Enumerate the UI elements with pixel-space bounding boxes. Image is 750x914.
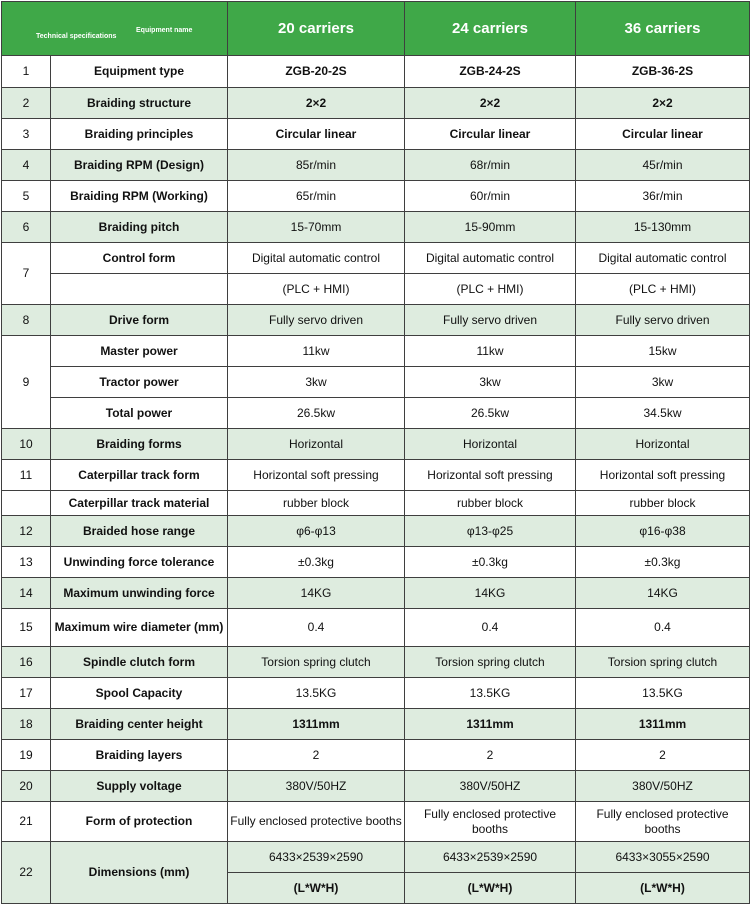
table-row bbox=[2, 678, 750, 709]
table-row bbox=[2, 842, 750, 873]
header-model-20: 20 carriers bbox=[228, 2, 405, 56]
spec-value: 26.5kw bbox=[405, 398, 576, 429]
spec-name: Unwinding force tolerance bbox=[51, 547, 228, 578]
spec-value: 2×2 bbox=[228, 88, 405, 119]
header-corner-cell bbox=[2, 2, 228, 56]
spec-value: 11kw bbox=[228, 336, 405, 367]
spec-value: Horizontal bbox=[576, 429, 750, 460]
spec-value: Torsion spring clutch bbox=[405, 647, 576, 678]
table-row bbox=[2, 578, 750, 609]
spec-value: 3kw bbox=[228, 367, 405, 398]
row-number: 15 bbox=[2, 609, 51, 647]
table-row bbox=[2, 367, 750, 398]
spec-value: 1311mm bbox=[405, 709, 576, 740]
header-model-24: 24 carriers bbox=[405, 2, 576, 56]
spec-value: 14KG bbox=[576, 578, 750, 609]
spec-value: 14KG bbox=[405, 578, 576, 609]
spec-name: Braiding center height bbox=[51, 709, 228, 740]
spec-table bbox=[1, 1, 750, 904]
row-number: 17 bbox=[2, 678, 51, 709]
row-number: 10 bbox=[2, 429, 51, 460]
table-row bbox=[2, 181, 750, 212]
header-tech-specs-label: Technical specifications bbox=[36, 33, 117, 40]
spec-value: (L*W*H) bbox=[576, 873, 750, 904]
spec-value: Horizontal soft pressing bbox=[576, 460, 750, 491]
header-row bbox=[2, 2, 750, 56]
spec-value: 380V/50HZ bbox=[228, 771, 405, 802]
spec-name: Maximum unwinding force bbox=[51, 578, 228, 609]
spec-value: Horizontal soft pressing bbox=[228, 460, 405, 491]
spec-value: Horizontal bbox=[228, 429, 405, 460]
row-number: 11 bbox=[2, 460, 51, 491]
spec-name: Control form bbox=[51, 243, 228, 274]
table-row bbox=[2, 460, 750, 491]
spec-value: 3kw bbox=[405, 367, 576, 398]
spec-value: ±0.3kg bbox=[405, 547, 576, 578]
spec-value: 1311mm bbox=[228, 709, 405, 740]
spec-value: 13.5KG bbox=[228, 678, 405, 709]
table-row bbox=[2, 398, 750, 429]
spec-value: 65r/min bbox=[228, 181, 405, 212]
spec-value: Fully enclosed protective booths bbox=[405, 802, 576, 842]
spec-value: 15-90mm bbox=[405, 212, 576, 243]
spec-value: 36r/min bbox=[576, 181, 750, 212]
spec-value: 380V/50HZ bbox=[405, 771, 576, 802]
table-row bbox=[2, 243, 750, 274]
spec-value: 2×2 bbox=[405, 88, 576, 119]
spec-name: Supply voltage bbox=[51, 771, 228, 802]
spec-name: Maximum wire diameter (mm) bbox=[51, 609, 228, 647]
row-number: 7 bbox=[2, 243, 51, 305]
spec-value: φ13-φ25 bbox=[405, 516, 576, 547]
spec-value: 26.5kw bbox=[228, 398, 405, 429]
spec-value: (L*W*H) bbox=[228, 873, 405, 904]
spec-name: Caterpillar track form bbox=[51, 460, 228, 491]
table-row bbox=[2, 609, 750, 647]
row-number-empty bbox=[2, 491, 51, 516]
spec-value: 2 bbox=[228, 740, 405, 771]
spec-name: Caterpillar track material bbox=[51, 491, 228, 516]
spec-value: 11kw bbox=[405, 336, 576, 367]
spec-name: Braided hose range bbox=[51, 516, 228, 547]
spec-value: 15-130mm bbox=[576, 212, 750, 243]
table-row bbox=[2, 771, 750, 802]
table-row bbox=[2, 429, 750, 460]
row-number: 13 bbox=[2, 547, 51, 578]
spec-value: ZGB-20-2S bbox=[228, 56, 405, 88]
spec-value: 2×2 bbox=[576, 88, 750, 119]
spec-name: Braiding structure bbox=[51, 88, 228, 119]
spec-name: Tractor power bbox=[51, 367, 228, 398]
table-row bbox=[2, 274, 750, 305]
table-row bbox=[2, 305, 750, 336]
spec-name: Dimensions (mm) bbox=[51, 842, 228, 904]
row-number: 3 bbox=[2, 119, 51, 150]
spec-name: Form of protection bbox=[51, 802, 228, 842]
row-number: 18 bbox=[2, 709, 51, 740]
spec-value: ±0.3kg bbox=[576, 547, 750, 578]
spec-value: 45r/min bbox=[576, 150, 750, 181]
spec-value: 13.5KG bbox=[576, 678, 750, 709]
spec-value: 13.5KG bbox=[405, 678, 576, 709]
table-row bbox=[2, 150, 750, 181]
spec-value: 1311mm bbox=[576, 709, 750, 740]
row-number: 5 bbox=[2, 181, 51, 212]
row-number: 2 bbox=[2, 88, 51, 119]
row-number: 14 bbox=[2, 578, 51, 609]
spec-value: ±0.3kg bbox=[228, 547, 405, 578]
spec-value: 3kw bbox=[576, 367, 750, 398]
header-model-36: 36 carriers bbox=[576, 2, 750, 56]
row-number: 22 bbox=[2, 842, 51, 904]
row-number: 16 bbox=[2, 647, 51, 678]
spec-name: Braiding RPM (Design) bbox=[51, 150, 228, 181]
row-number: 8 bbox=[2, 305, 51, 336]
table-row bbox=[2, 491, 750, 516]
spec-value: rubber block bbox=[405, 491, 576, 516]
spec-value: (PLC + HMI) bbox=[405, 274, 576, 305]
spec-value: 0.4 bbox=[576, 609, 750, 647]
row-number: 6 bbox=[2, 212, 51, 243]
spec-value: 0.4 bbox=[405, 609, 576, 647]
spec-value: Circular linear bbox=[576, 119, 750, 150]
spec-value: Circular linear bbox=[405, 119, 576, 150]
row-number: 19 bbox=[2, 740, 51, 771]
table-row bbox=[2, 119, 750, 150]
table-row bbox=[2, 802, 750, 842]
spec-name: Master power bbox=[51, 336, 228, 367]
table-row bbox=[2, 56, 750, 88]
spec-value: 6433×2539×2590 bbox=[228, 842, 405, 873]
spec-value: rubber block bbox=[576, 491, 750, 516]
spec-value: Fully servo driven bbox=[228, 305, 405, 336]
table-row bbox=[2, 212, 750, 243]
spec-value: ZGB-24-2S bbox=[405, 56, 576, 88]
spec-value: 15-70mm bbox=[228, 212, 405, 243]
spec-name: Spool Capacity bbox=[51, 678, 228, 709]
spec-value: Torsion spring clutch bbox=[228, 647, 405, 678]
spec-value: 60r/min bbox=[405, 181, 576, 212]
spec-value: 0.4 bbox=[228, 609, 405, 647]
spec-value: φ6-φ13 bbox=[228, 516, 405, 547]
spec-value: rubber block bbox=[228, 491, 405, 516]
table-row bbox=[2, 647, 750, 678]
spec-name: Braiding layers bbox=[51, 740, 228, 771]
spec-value: 6433×3055×2590 bbox=[576, 842, 750, 873]
row-number: 9 bbox=[2, 336, 51, 429]
spec-name: Braiding RPM (Working) bbox=[51, 181, 228, 212]
table-row bbox=[2, 516, 750, 547]
spec-value: ZGB-36-2S bbox=[576, 56, 750, 88]
table-row bbox=[2, 547, 750, 578]
row-number: 4 bbox=[2, 150, 51, 181]
spec-value: Fully servo driven bbox=[576, 305, 750, 336]
spec-name-empty bbox=[51, 274, 228, 305]
spec-name: Braiding pitch bbox=[51, 212, 228, 243]
spec-value: 6433×2539×2590 bbox=[405, 842, 576, 873]
table-row bbox=[2, 709, 750, 740]
table-row bbox=[2, 740, 750, 771]
spec-value: 14KG bbox=[228, 578, 405, 609]
spec-value: 15kw bbox=[576, 336, 750, 367]
spec-value: Fully enclosed protective booths bbox=[576, 802, 750, 842]
spec-value: Fully servo driven bbox=[405, 305, 576, 336]
spec-value: (L*W*H) bbox=[405, 873, 576, 904]
spec-name: Braiding principles bbox=[51, 119, 228, 150]
spec-value: Digital automatic control bbox=[576, 243, 750, 274]
spec-value: 85r/min bbox=[228, 150, 405, 181]
spec-name: Spindle clutch form bbox=[51, 647, 228, 678]
spec-value: Fully enclosed protective booths bbox=[228, 802, 405, 842]
spec-value: 2 bbox=[576, 740, 750, 771]
spec-value: 68r/min bbox=[405, 150, 576, 181]
header-equipment-name-label: Equipment name bbox=[136, 27, 193, 34]
table-row bbox=[2, 336, 750, 367]
row-number: 12 bbox=[2, 516, 51, 547]
row-number: 20 bbox=[2, 771, 51, 802]
row-number: 21 bbox=[2, 802, 51, 842]
spec-value: φ16-φ38 bbox=[576, 516, 750, 547]
spec-name: Equipment type bbox=[51, 56, 228, 88]
spec-value: Horizontal bbox=[405, 429, 576, 460]
row-number: 1 bbox=[2, 56, 51, 88]
spec-value: Digital automatic control bbox=[405, 243, 576, 274]
spec-name: Total power bbox=[51, 398, 228, 429]
spec-name: Drive form bbox=[51, 305, 228, 336]
spec-value: (PLC + HMI) bbox=[228, 274, 405, 305]
spec-value: 34.5kw bbox=[576, 398, 750, 429]
spec-value: Torsion spring clutch bbox=[576, 647, 750, 678]
table-row bbox=[2, 88, 750, 119]
spec-value: 2 bbox=[405, 740, 576, 771]
spec-value: Digital automatic control bbox=[228, 243, 405, 274]
spec-name: Braiding forms bbox=[51, 429, 228, 460]
spec-value: Circular linear bbox=[228, 119, 405, 150]
spec-value: 380V/50HZ bbox=[576, 771, 750, 802]
spec-value: Horizontal soft pressing bbox=[405, 460, 576, 491]
spec-value: (PLC + HMI) bbox=[576, 274, 750, 305]
